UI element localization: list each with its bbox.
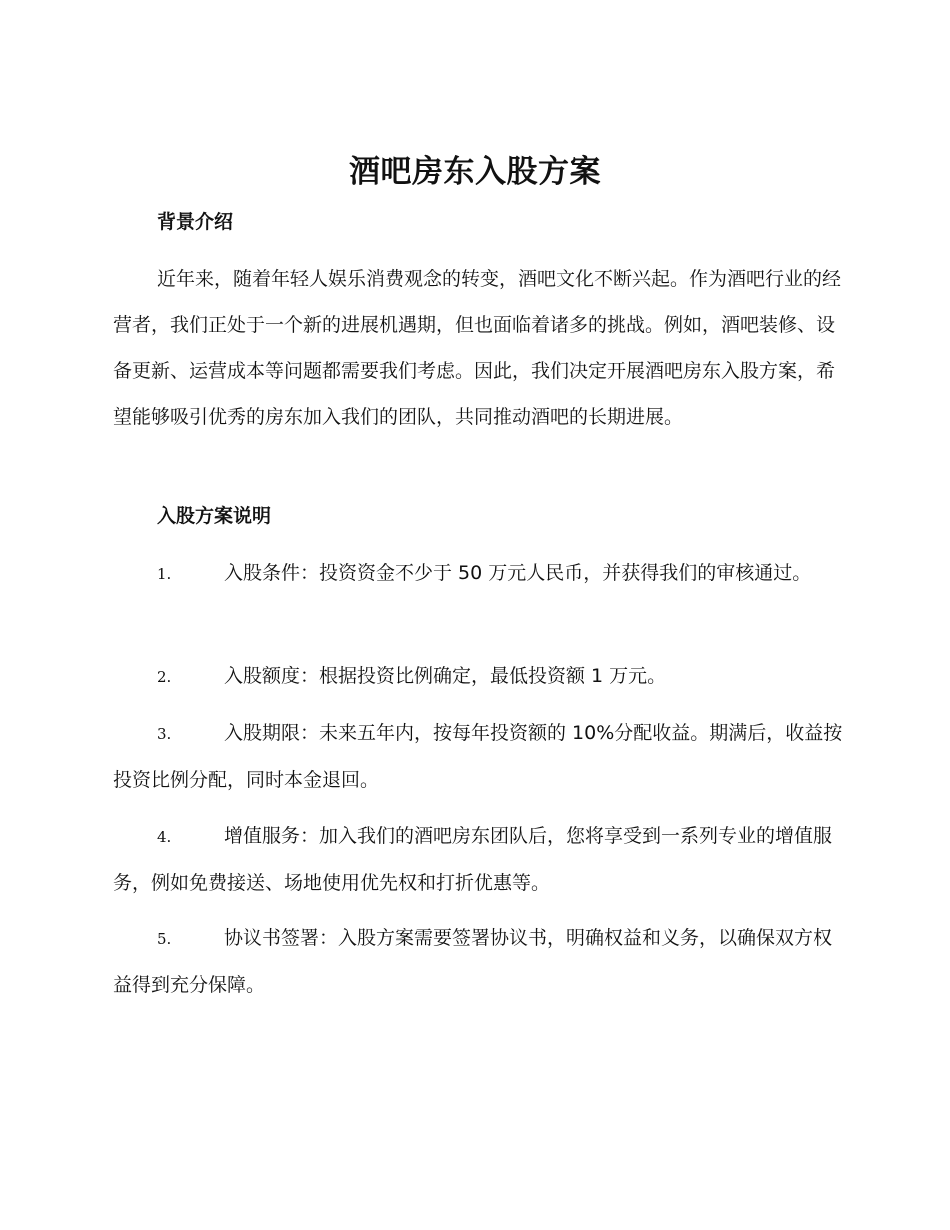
list-item-text: 入股期限：未来五年内，按每年投资额的 10%分配收益。期满后，收益按投资比例分配，同时本金退回。 <box>113 722 843 791</box>
list-item-number: 4. <box>157 828 172 846</box>
section-heading-plan: 入股方案说明 <box>157 505 272 527</box>
list-item-text: 增值服务：加入我们的酒吧房东团队后，您将享受到一系列专业的增值服务，例如免费接送、场地使用优先权和打折优惠等。 <box>113 825 833 894</box>
section-heading-background: 背景介绍 <box>157 211 234 233</box>
list-item-text: 入股额度：根据投资比例确定，最低投资额 1 万元。 <box>224 665 667 687</box>
list-item <box>113 915 843 1008</box>
background-paragraph: 近年来，随着年轻人娱乐消费观念的转变，酒吧文化不断兴起。作为酒吧行业的经营者，我们正处于一个新的进展机遇期，但也面临着诸多的挑战。例如，酒吧装修、设备更新、运营成本等问题都需要我们考虑。因此，我们决定开展酒吧房东入股方案，希望能够吸引优秀的房东加入我们的团队，共同推动酒吧的长期进展。 <box>113 268 842 428</box>
list-item <box>113 813 843 906</box>
list-item-text: 协议书签署：入股方案需要签署协议书，明确权益和义务，以确保双方权益得到充分保障。 <box>113 927 833 996</box>
list-item-number: 3. <box>157 725 172 743</box>
list-item <box>113 550 843 597</box>
list-item <box>113 710 843 803</box>
list-item <box>113 653 843 700</box>
list-item-text: 入股条件：投资资金不少于 50 万元人民币，并获得我们的审核通过。 <box>224 562 812 584</box>
list-item-number: 5. <box>157 930 172 948</box>
list-item-number: 2. <box>157 668 172 686</box>
list-item-number: 1. <box>157 565 172 583</box>
document-title: 酒吧房东入股方案 <box>349 154 601 190</box>
